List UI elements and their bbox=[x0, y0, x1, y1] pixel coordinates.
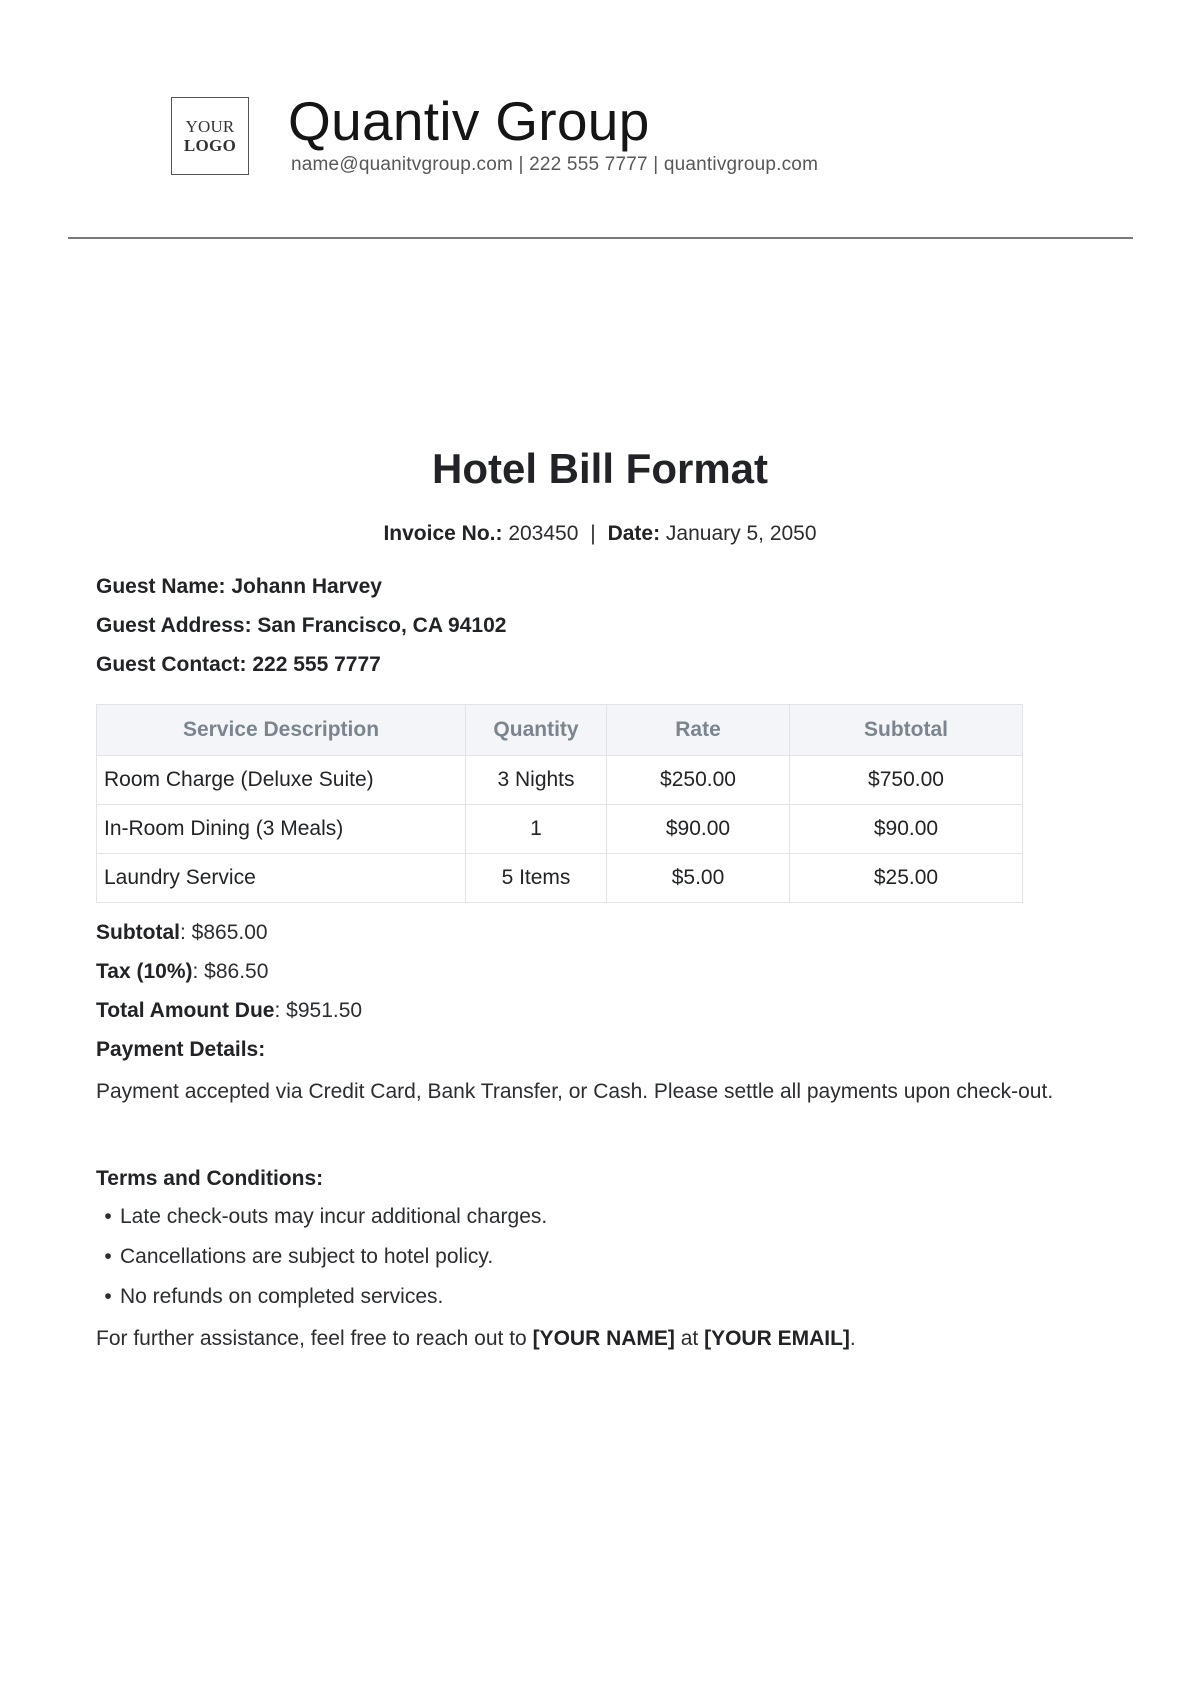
cell-rate: $90.00 bbox=[607, 805, 790, 854]
column-header-rate: Rate bbox=[607, 705, 790, 756]
subtotal-value: : $865.00 bbox=[180, 921, 268, 944]
cell-subtotal: $750.00 bbox=[790, 756, 1023, 805]
tax-value: : $86.50 bbox=[192, 960, 269, 983]
cell-quantity: 5 Items bbox=[466, 854, 607, 903]
company-name: Quantiv Group bbox=[288, 90, 650, 152]
tax-line bbox=[96, 958, 268, 986]
column-header-subtotal: Subtotal bbox=[790, 705, 1023, 756]
bullet-icon: • bbox=[104, 1245, 112, 1268]
cell-rate: $5.00 bbox=[607, 854, 790, 903]
payment-heading-text: Payment Details: bbox=[96, 1038, 266, 1061]
total-due-value: : $951.50 bbox=[274, 999, 363, 1022]
list-item bbox=[96, 1203, 547, 1243]
assistance-text-middle: at bbox=[674, 1327, 705, 1350]
invoice-number-label: Invoice No.: bbox=[383, 522, 503, 545]
column-header-description: Service Description bbox=[97, 705, 466, 756]
guest-name: Guest Name: Johann Harvey bbox=[96, 575, 382, 598]
email-placeholder: [YOUR EMAIL] bbox=[704, 1327, 850, 1350]
cell-description: In-Room Dining (3 Meals) bbox=[97, 805, 466, 854]
assistance-note bbox=[96, 1325, 856, 1353]
column-header-quantity: Quantity bbox=[466, 705, 607, 756]
cell-description: Room Charge (Deluxe Suite) bbox=[97, 756, 466, 805]
bullet-icon: • bbox=[104, 1285, 112, 1308]
table-row bbox=[97, 854, 1023, 903]
subtotal-label: Subtotal bbox=[96, 921, 180, 944]
term-text: Late check-outs may incur additional charges. bbox=[120, 1205, 548, 1228]
table-row bbox=[97, 805, 1023, 854]
cell-description: Laundry Service bbox=[97, 854, 466, 903]
total-due-line bbox=[96, 997, 362, 1025]
logo-placeholder bbox=[171, 97, 249, 175]
page-title: Hotel Bill Format bbox=[431, 445, 769, 492]
services-table bbox=[96, 704, 1023, 903]
table-row bbox=[97, 756, 1023, 805]
invoice-meta bbox=[0, 520, 1200, 548]
tax-label: Tax (10%) bbox=[96, 960, 193, 983]
assistance-text-start: For further assistance, feel free to reach out to bbox=[96, 1327, 533, 1350]
invoice-date: January 5, 2050 bbox=[665, 522, 817, 545]
invoice-number: 203450 bbox=[508, 522, 579, 545]
terms-heading-text: Terms and Conditions: bbox=[96, 1167, 324, 1190]
subtotal-line bbox=[96, 919, 268, 947]
header-divider bbox=[68, 237, 1133, 239]
assistance-text-end: . bbox=[849, 1327, 856, 1350]
logo-text-line2: LOGO bbox=[183, 136, 237, 155]
table-header-row bbox=[97, 705, 1023, 756]
payment-details-text: Payment accepted via Credit Card, Bank Transfer, or Cash. Please settle all payments upon check-out. bbox=[96, 1080, 1054, 1103]
name-placeholder: [YOUR NAME] bbox=[532, 1327, 675, 1350]
bullet-icon: • bbox=[104, 1205, 112, 1228]
cell-quantity: 3 Nights bbox=[466, 756, 607, 805]
payment-details-heading bbox=[96, 1036, 265, 1064]
list-item bbox=[96, 1243, 547, 1283]
logo-text-line1: YOUR bbox=[185, 117, 235, 136]
list-item bbox=[96, 1283, 547, 1323]
guest-address: Guest Address: San Francisco, CA 94102 bbox=[96, 614, 507, 637]
total-due-label: Total Amount Due bbox=[96, 999, 275, 1022]
date-label: Date: bbox=[607, 522, 661, 545]
guest-contact: Guest Contact: 222 555 7777 bbox=[96, 653, 381, 676]
company-contact-line: name@quanitvgroup.com | 222 555 7777 | quantivgroup.com bbox=[291, 154, 819, 175]
terms-list bbox=[96, 1203, 547, 1323]
term-text: Cancellations are subject to hotel policy. bbox=[120, 1245, 494, 1268]
term-text: No refunds on completed services. bbox=[120, 1285, 444, 1308]
cell-subtotal: $25.00 bbox=[790, 854, 1023, 903]
cell-subtotal: $90.00 bbox=[790, 805, 1023, 854]
cell-quantity: 1 bbox=[466, 805, 607, 854]
meta-separator: | bbox=[590, 522, 596, 545]
cell-rate: $250.00 bbox=[607, 756, 790, 805]
terms-heading bbox=[96, 1165, 323, 1193]
